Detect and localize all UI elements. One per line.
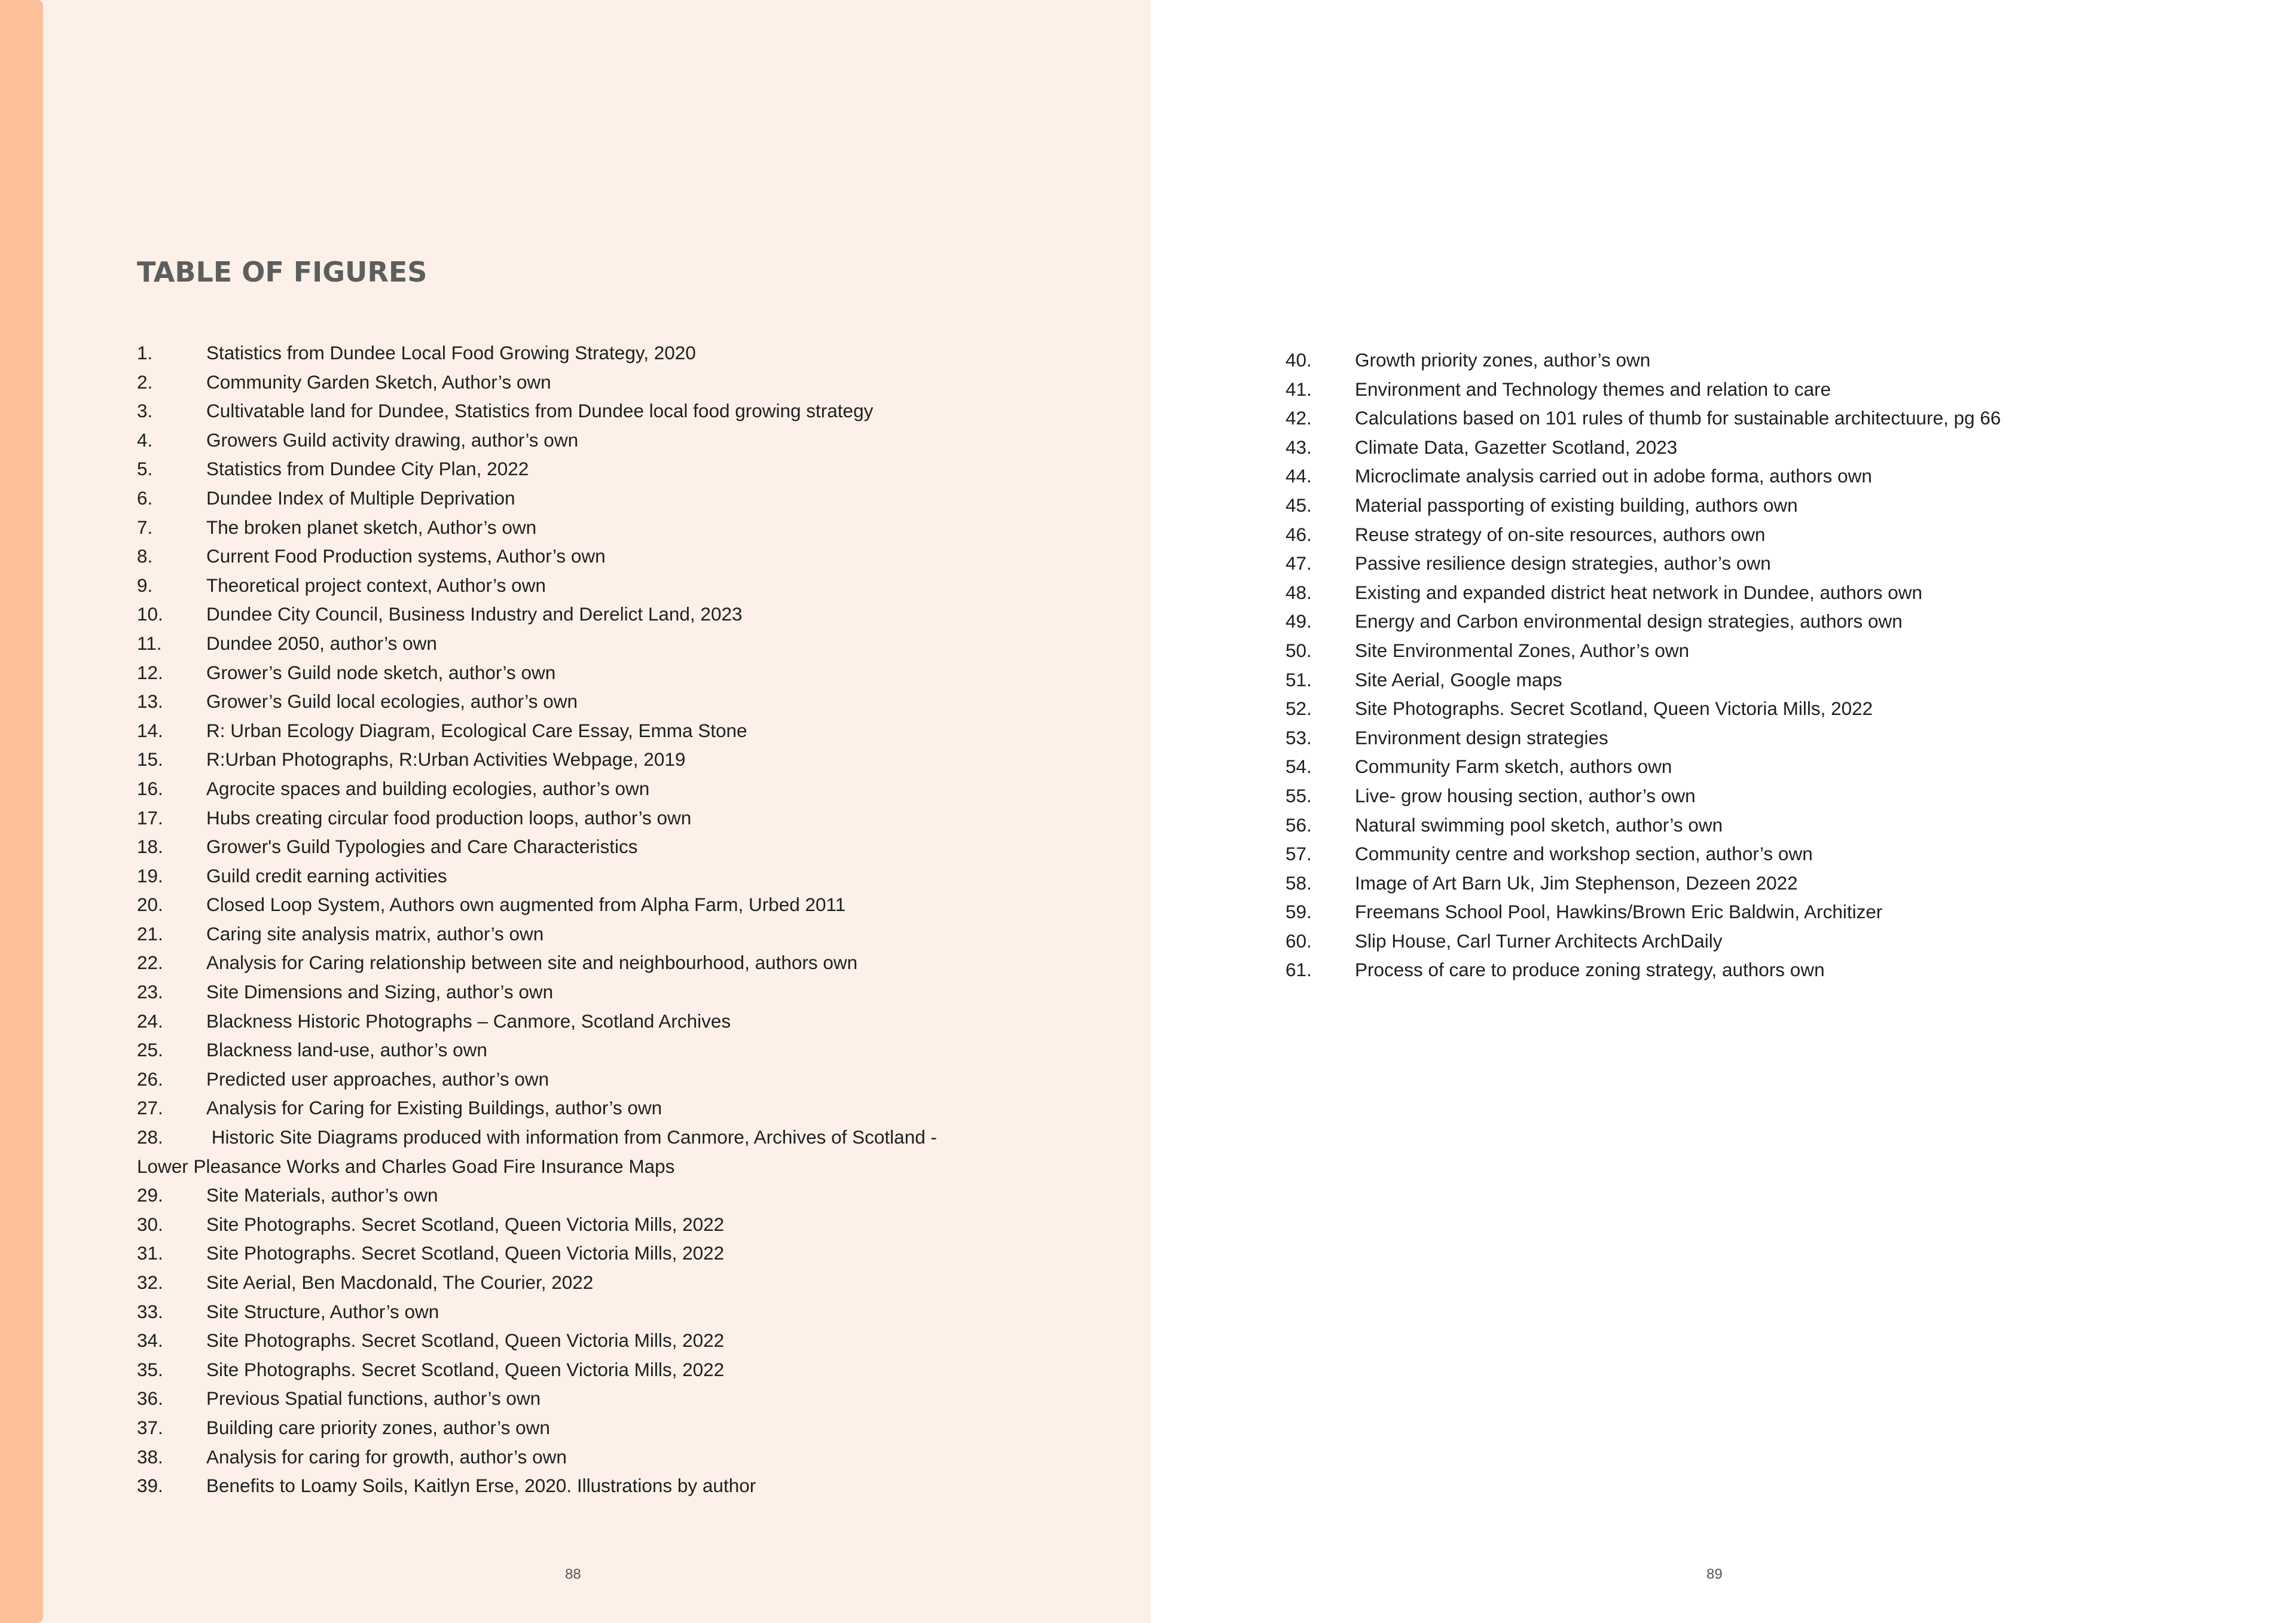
figure-caption: Guild credit earning activities [206,864,447,887]
figure-caption: Dundee 2050, author’s own [206,632,437,654]
figure-number: 1. [137,342,153,363]
figure-caption: Closed Loop System, Authors own augmented from Alpha Farm, Urbed 2011 [206,894,846,916]
figure-number: 35. [137,1358,163,1380]
figure-number: 49. [1286,610,1312,632]
figure-number: 25. [137,1039,163,1061]
figure-list-item [137,1413,1010,1442]
figure-caption: Theoretical project context, Author’s own [206,574,546,596]
figure-caption: Site Aerial, Google maps [1355,668,1562,690]
figure-caption: Reuse strategy of on-site resources, authors own [1355,523,1766,545]
figure-caption: Analysis for Caring relationship between site and neighbourhood, authors own [206,952,858,974]
figure-caption: Dundee City Council, Business Industry and Derelict Land, 2023 [206,603,743,625]
figure-list-item [1286,461,2218,491]
figure-caption: Hubs creating circular food production loops, author’s own [206,806,692,829]
figure-number: 8. [137,545,153,567]
figure-caption: Live- grow housing section, author’s own [1355,784,1696,806]
figure-number: 52. [1286,698,1312,720]
figure-caption: Energy and Carbon environmental design strategies, authors own [1355,610,1903,632]
figure-caption: Current Food Production systems, Author’s own [206,545,606,567]
figure-number: 17. [137,806,163,829]
figure-caption: Site Environmental Zones, Author’s own [1355,639,1690,661]
figure-number: 34. [137,1329,163,1352]
figure-list-item [137,861,1010,891]
figure-number: 2. [137,371,153,393]
figure-list-item [1286,723,2218,753]
figure-number: 28. [137,1126,163,1148]
page-edge-tab [0,0,43,1623]
figure-list-item [1286,578,2218,607]
figure-caption: Microclimate analysis carried out in adobe forma, authors own [1355,465,1872,487]
figure-caption: Site Dimensions and Sizing, author’s own [206,981,554,1003]
figure-number: 61. [1286,959,1312,981]
figure-list-item [137,629,1010,658]
figure-caption: Site Photographs. Secret Scotland, Queen Victoria Mills, 2022 [206,1329,725,1352]
figure-list-item [1286,781,2218,811]
figure-number: 59. [1286,901,1312,923]
figure-number: 44. [1286,465,1312,487]
figure-number: 42. [1286,407,1312,429]
figure-list-item [137,1123,1010,1181]
figure-list-item [137,368,1010,397]
figure-list-item [137,1035,1010,1065]
figure-number: 40. [1286,349,1312,371]
figure-caption: Caring site analysis matrix, author’s own [206,922,544,945]
figure-list-item [137,426,1010,455]
figure-caption: Material passporting of existing building, authors own [1355,494,1798,516]
figure-number: 57. [1286,843,1312,865]
figure-number: 53. [1286,726,1312,748]
figure-number: 7. [137,516,153,538]
figure-list-item [1286,520,2218,549]
figure-list-item [137,890,1010,919]
figure-caption: Process of care to produce zoning strategy, authors own [1355,959,1825,981]
figure-number: 46. [1286,523,1312,545]
figure-list-item [137,1355,1010,1384]
figure-caption: Dundee Index of Multiple Deprivation [206,487,515,509]
figure-list-item [137,1210,1010,1239]
figure-list-item [1286,869,2218,898]
figure-caption: Community Garden Sketch, Author’s own [206,371,551,393]
figure-list-item [1286,636,2218,665]
figure-number: 12. [137,661,163,683]
figure-number: 45. [1286,494,1312,516]
figure-caption: Grower’s Guild local ecologies, author’s own [206,690,578,713]
figure-caption: Agrocite spaces and building ecologies, author’s own [206,777,650,799]
figure-list-item [1286,839,2218,869]
figure-list-item [137,1326,1010,1355]
figure-list-item [1286,752,2218,781]
figure-list-item [1286,665,2218,695]
figure-caption: Site Photographs. Secret Scotland, Queen Victoria Mills, 2022 [206,1242,725,1264]
figure-caption: Building care priority zones, author’s own [206,1416,550,1438]
figure-number: 31. [137,1242,163,1264]
figure-caption: Slip House, Carl Turner Architects ArchDaily [1355,930,1723,952]
figure-list-item [137,948,1010,977]
figure-number: 32. [137,1271,163,1293]
figure-caption: Growth priority zones, author’s own [1355,349,1651,371]
figure-caption: Grower’s Guild node sketch, author’s own [206,661,556,683]
figure-list-item [137,1007,1010,1036]
figure-number: 16. [137,777,163,799]
figure-caption: Climate Data, Gazetter Scotland, 2023 [1355,436,1678,458]
figure-caption: Natural swimming pool sketch, author’s own [1355,814,1723,836]
figure-list-item [137,745,1010,774]
figure-number: 15. [137,748,163,771]
figure-number: 3. [137,400,153,422]
figure-number: 23. [137,981,163,1003]
figure-caption: Blackness land-use, author’s own [206,1039,487,1061]
figure-caption-continuation: Lower Pleasance Works and Charles Goad Fire Insurance Maps [137,1155,675,1177]
figure-number: 6. [137,487,153,509]
figure-number: 4. [137,429,153,451]
figure-caption: R: Urban Ecology Diagram, Ecological Care Essay, Emma Stone [206,719,747,741]
figure-list-item [137,1181,1010,1210]
figure-number: 11. [137,632,162,654]
figure-caption: Cultivatable land for Dundee, Statistics from Dundee local food growing strategy [206,400,874,422]
figure-number: 33. [137,1300,163,1322]
figure-number: 37. [137,1416,163,1438]
figure-list-item [1286,955,2218,985]
figure-list-item [137,1471,1010,1500]
figure-list-item [1286,607,2218,636]
figure-number: 18. [137,836,163,858]
page-title: TABLE OF FIGURES [137,256,428,288]
figure-caption: Analysis for caring for growth, author’s own [206,1445,567,1468]
figure-caption: Statistics from Dundee Local Food Growing Strategy, 2020 [206,342,696,363]
figure-number: 19. [137,864,163,887]
figure-number: 10. [137,603,163,625]
figure-caption: Calculations based on 101 rules of thumb for sustainable architectuure, pg 66 [1355,407,2001,429]
figure-number: 24. [137,1010,163,1032]
figure-list-item [1286,346,2218,375]
figure-caption: R:Urban Photographs, R:Urban Activities Webpage, 2019 [206,748,686,771]
figure-number: 51. [1286,668,1312,690]
figure-caption: Existing and expanded district heat network in Dundee, authors own [1355,581,1923,603]
figure-caption: Site Photographs. Secret Scotland, Queen Victoria Mills, 2022 [206,1213,725,1235]
figure-number: 55. [1286,784,1312,806]
figure-list-item [1286,927,2218,956]
figure-list-item [1286,897,2218,927]
figure-caption: Statistics from Dundee City Plan, 2022 [206,458,529,480]
figure-caption: Site Photographs. Secret Scotland, Queen Victoria Mills, 2022 [206,1358,725,1380]
figure-list-right [1286,346,2218,985]
figure-number: 36. [137,1387,163,1410]
figure-caption: Blackness Historic Photographs – Canmore, Scotland Archives [206,1010,731,1032]
figure-list-item [137,687,1010,716]
figure-list-item [137,1268,1010,1297]
figure-number: 13. [137,690,163,713]
figure-list-item [137,1239,1010,1268]
figure-caption: The broken planet sketch, Author’s own [206,516,537,538]
figure-list-item [137,1442,1010,1472]
figure-number: 30. [137,1213,163,1235]
figure-list-left [137,338,1010,1500]
figure-number: 58. [1286,872,1312,894]
figure-caption: Site Aerial, Ben Macdonald, The Courier, 2022 [206,1271,594,1293]
figure-caption: Benefits to Loamy Soils, Kaitlyn Erse, 2020. Illustrations by author [206,1475,756,1497]
figure-caption: Site Materials, author’s own [206,1184,438,1206]
figure-list-item [137,716,1010,745]
figure-list-item [137,977,1010,1007]
figure-list-item [137,600,1010,629]
figure-number: 48. [1286,581,1312,603]
figure-number: 9. [137,574,153,596]
figure-caption: Environment and Technology themes and relation to care [1355,378,1831,400]
figure-number: 38. [137,1445,163,1468]
figure-caption: Site Structure, Author’s own [206,1300,439,1322]
figure-list-item [1286,549,2218,578]
figure-caption: Previous Spatial functions, author’s own [206,1387,541,1410]
figure-list-item [137,803,1010,833]
figure-caption: Freemans School Pool, Hawkins/Brown Eric Baldwin, Architizer [1355,901,1883,923]
figure-number: 43. [1286,436,1312,458]
figure-list-item [137,1297,1010,1326]
figure-number: 22. [137,952,163,974]
figure-list-item [137,919,1010,949]
figure-number: 54. [1286,756,1312,778]
figure-caption: Predicted user approaches, author’s own [206,1068,549,1090]
figure-list-item [1286,811,2218,840]
figure-list-item [137,484,1010,513]
figure-caption: Passive resilience design strategies, author’s own [1355,552,1771,574]
figure-list-item [137,396,1010,426]
figure-list-item [137,338,1010,368]
figure-number: 5. [137,458,153,480]
page-number-left: 88 [565,1566,581,1582]
figure-list-item [137,513,1010,542]
figure-caption: Growers Guild activity drawing, author’s own [206,429,579,451]
figure-number: 14. [137,719,163,741]
figure-number: 26. [137,1068,163,1090]
figure-list-item [1286,375,2218,404]
figure-caption: Analysis for Caring for Existing Buildings, author’s own [206,1097,662,1119]
figure-caption: Community Farm sketch, authors own [1355,756,1672,778]
figure-list-item [137,774,1010,803]
figure-list-item [137,1065,1010,1094]
figure-number: 29. [137,1184,163,1206]
figure-list-item [137,658,1010,687]
figure-list-item [137,454,1010,484]
page-number-right: 89 [1706,1566,1723,1582]
figure-list-item [137,1093,1010,1123]
figure-number: 20. [137,894,163,916]
figure-list-item [137,542,1010,571]
figure-list-item [1286,433,2218,462]
figure-number: 41. [1286,378,1312,400]
figure-caption: Historic Site Diagrams produced with information from Canmore, Archives of Scotland - [206,1126,937,1148]
figure-caption: Grower's Guild Typologies and Care Characteristics [206,836,638,858]
figure-list-item [1286,694,2218,723]
figure-list-item [137,1384,1010,1413]
figure-caption: Community centre and workshop section, author’s own [1355,843,1813,865]
figure-list-item [1286,404,2218,433]
figure-number: 21. [137,922,163,945]
figure-number: 50. [1286,639,1312,661]
figure-caption: Site Photographs. Secret Scotland, Queen Victoria Mills, 2022 [1355,698,1873,720]
figure-caption: Environment design strategies [1355,726,1608,748]
figure-number: 27. [137,1097,163,1119]
figure-number: 56. [1286,814,1312,836]
figure-list-item [137,571,1010,600]
figure-number: 47. [1286,552,1312,574]
figure-list-item [137,832,1010,861]
figure-caption: Image of Art Barn Uk, Jim Stephenson, Dezeen 2022 [1355,872,1798,894]
figure-number: 60. [1286,930,1312,952]
figure-list-item [1286,491,2218,520]
figure-number: 39. [137,1475,163,1497]
